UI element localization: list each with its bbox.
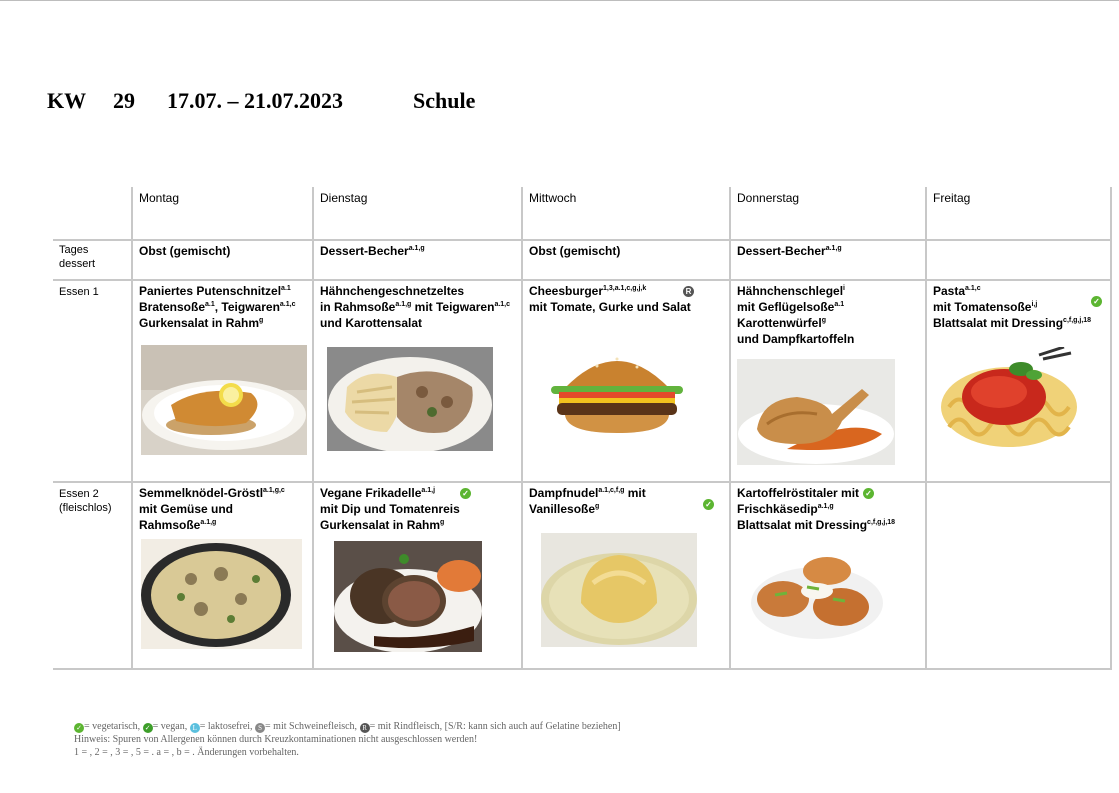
vegan-icon: ✓	[143, 723, 153, 733]
day-thursday: Donnerstag	[730, 187, 926, 240]
schnitzel-photo	[141, 345, 307, 455]
legend-footer	[74, 720, 621, 759]
row-label-dessert: Tages dessert	[53, 240, 132, 280]
vegan-icon: ✓	[460, 488, 471, 499]
date-range: 17.07. – 21.07.2023	[167, 88, 343, 113]
dessert-thursday: Dessert-Becher$^{a.1,g}$	[730, 240, 926, 280]
dampfnudel-photo	[541, 533, 697, 647]
essen2-tuesday: Vegane Frikadelle$^{a.1,j}$ mit Dip und Tomatenreis Gurkensalat in Rahm$^g$ ✓	[313, 482, 522, 669]
kartoffelroesti-photo	[747, 541, 883, 641]
dessert-wednesday: Obst (gemischt)	[522, 240, 730, 280]
dessert-monday: Obst (gemischt)	[132, 240, 313, 280]
day-tuesday: Dienstag	[313, 187, 522, 240]
pork-icon: S	[255, 723, 265, 733]
row-label-essen2: Essen 2 (fleischlos)	[53, 482, 132, 669]
dessert-friday	[926, 240, 1111, 280]
cheeseburger-photo	[537, 341, 697, 441]
dessert-row	[53, 240, 1111, 280]
essen1-tuesday: Hähnchengeschnetzeltes in Rahmsoße$^{a.1,g}$ mit Teigwaren$^{a.1,c}$ und Karottensalat	[313, 280, 522, 482]
day-wednesday: Mittwoch	[522, 187, 730, 240]
essen2-friday	[926, 482, 1111, 669]
essen2-wednesday: Dampfnudel$^{a.1,c,f,g}$ mit Vanillesoße$^g$ ✓	[522, 482, 730, 669]
row-label-essen1: Essen 1	[53, 280, 132, 482]
essen1-thursday: Hähnchenschlegel$^i$ mit Geflügelsoße$^{a.1}$ Karottenwürfel$^g$ und Dampfkartoffeln	[730, 280, 926, 482]
dessert-tuesday: Dessert-Becher$^{a.1,g}$	[313, 240, 522, 280]
essen2-monday: Semmelknödel-Gröstl$^{a.1,g,c}$ mit Gemüse und Rahmsoße$^{a.1,g}$	[132, 482, 313, 669]
essen2-thursday: Kartoffelröstitaler mit Frischkäsedip$^{a.1,g}$ Blattsalat mit Dressing$^{c,f,g,j,18}$ ✓	[730, 482, 926, 669]
day-monday: Montag	[132, 187, 313, 240]
vegetarian-icon: ✓	[74, 723, 84, 733]
corner-cell	[53, 187, 132, 240]
location: Schule	[413, 88, 476, 113]
beef-icon: R	[683, 286, 694, 297]
vegetarian-icon: ✓	[703, 499, 714, 510]
groestl-photo	[141, 539, 302, 649]
menu-table	[53, 187, 1112, 670]
allergen-hint: Hinweis: Spuren von Allergenen können durch Kreuzkontaminationen nicht ausgeschlossen werden!	[74, 734, 478, 745]
frikadelle-photo	[334, 541, 482, 652]
vegetarian-icon: ✓	[1091, 296, 1102, 307]
pasta-photo	[939, 347, 1079, 448]
essen1-friday: Pasta$^{a.1,c}$ mit Tomatensoße$^{i,j}$ Blattsalat mit Dressing$^{c,f,g,j,18}$ ✓	[926, 280, 1111, 482]
vegetarian-icon: ✓	[863, 488, 874, 499]
allergen-codes: 1 = , 2 = , 3 = , 5 = . a = , b = . Änderungen vorbehalten.	[74, 747, 299, 758]
kw-label: KW	[47, 88, 87, 113]
top-rule	[0, 0, 1119, 1]
day-friday: Freitag	[926, 187, 1111, 240]
essen2-row	[53, 482, 1111, 669]
essen1-row	[53, 280, 1111, 482]
essen1-monday: Paniertes Putenschnitzel$^{a.1}$ Bratensoße$^{a.1}$, Teigwaren$^{a.1,c}$ Gurkensalat in Rahm$^g$	[132, 280, 313, 482]
week-number: 29	[113, 88, 135, 113]
essen1-wednesday: Cheesburger$^{1,3,a.1,c,g,j,k}$ mit Tomate, Gurke und Salat R	[522, 280, 730, 482]
legend-line: ✓ = vegetarisch, ✓ = vegan, L = laktosefrei, S = mit Schweinefleisch, R = mit Rindfleisch, [S/R: kann sich auch auf Gelatine beziehen]	[74, 720, 621, 733]
chicken-leg-photo	[737, 359, 895, 465]
day-header-row	[53, 187, 1111, 240]
beef-icon: R	[360, 723, 370, 733]
geschnetzeltes-photo	[327, 347, 493, 451]
lactose-free-icon: L	[190, 723, 200, 733]
